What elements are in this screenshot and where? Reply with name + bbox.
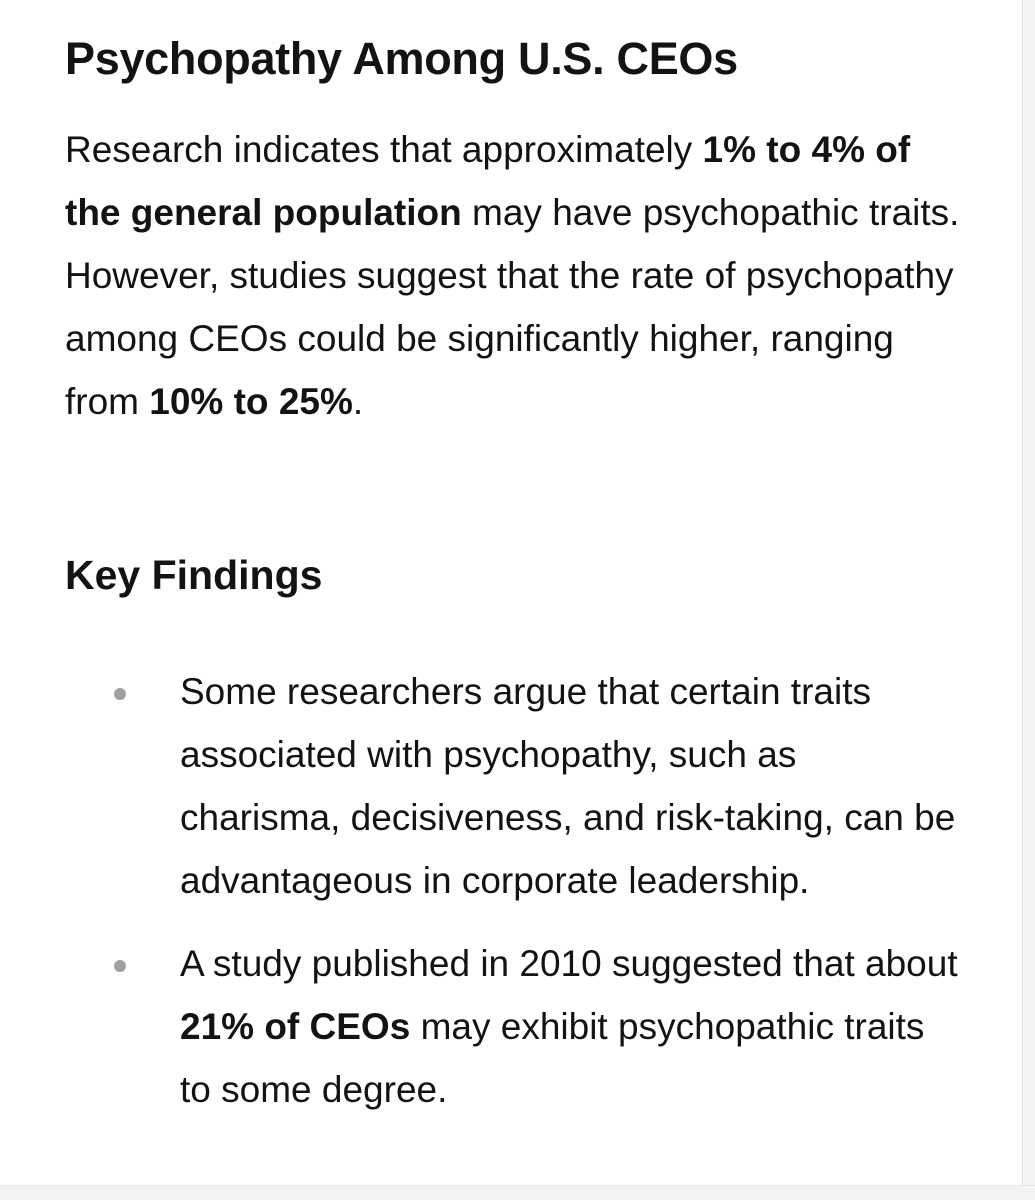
intro-bold-ceo-range: 10% to 25% — [149, 381, 353, 422]
bullet-icon — [114, 960, 126, 972]
intro-text-2: may have psychopathic traits. However, studies suggest that the rate of psychopathy among CEOs could be significantly higher, ranging from — [65, 192, 960, 422]
finding-bold: 21% of CEOs — [180, 1006, 411, 1047]
finding-text-end: may exhibit psychopathic traits to some degree. — [180, 1006, 925, 1110]
intro-paragraph — [65, 118, 965, 433]
finding-text: Some researchers argue that certain traits associated with psychopathy, such as charisma, decisiveness, and risk-taking, can be advantageous in corporate leadership. — [180, 671, 956, 901]
list-item — [65, 660, 965, 912]
intro-text-1: Research indicates that approximately — [65, 129, 703, 170]
key-findings-list — [65, 660, 965, 1141]
intro-text-3: . — [352, 381, 364, 422]
list-item — [65, 932, 965, 1121]
frame-edge-bottom — [0, 1185, 1035, 1200]
section-heading-key-findings: Key Findings — [65, 552, 323, 598]
page-title: Psychopathy Among U.S. CEOs — [65, 33, 738, 84]
finding-text: A study published in 2010 suggested that about — [180, 943, 958, 984]
intro-bold-general-population: 1% to 4% of the general population — [65, 129, 911, 233]
article — [65, 20, 965, 1110]
bullet-icon — [114, 688, 126, 700]
frame-edge-right — [1022, 0, 1035, 1200]
